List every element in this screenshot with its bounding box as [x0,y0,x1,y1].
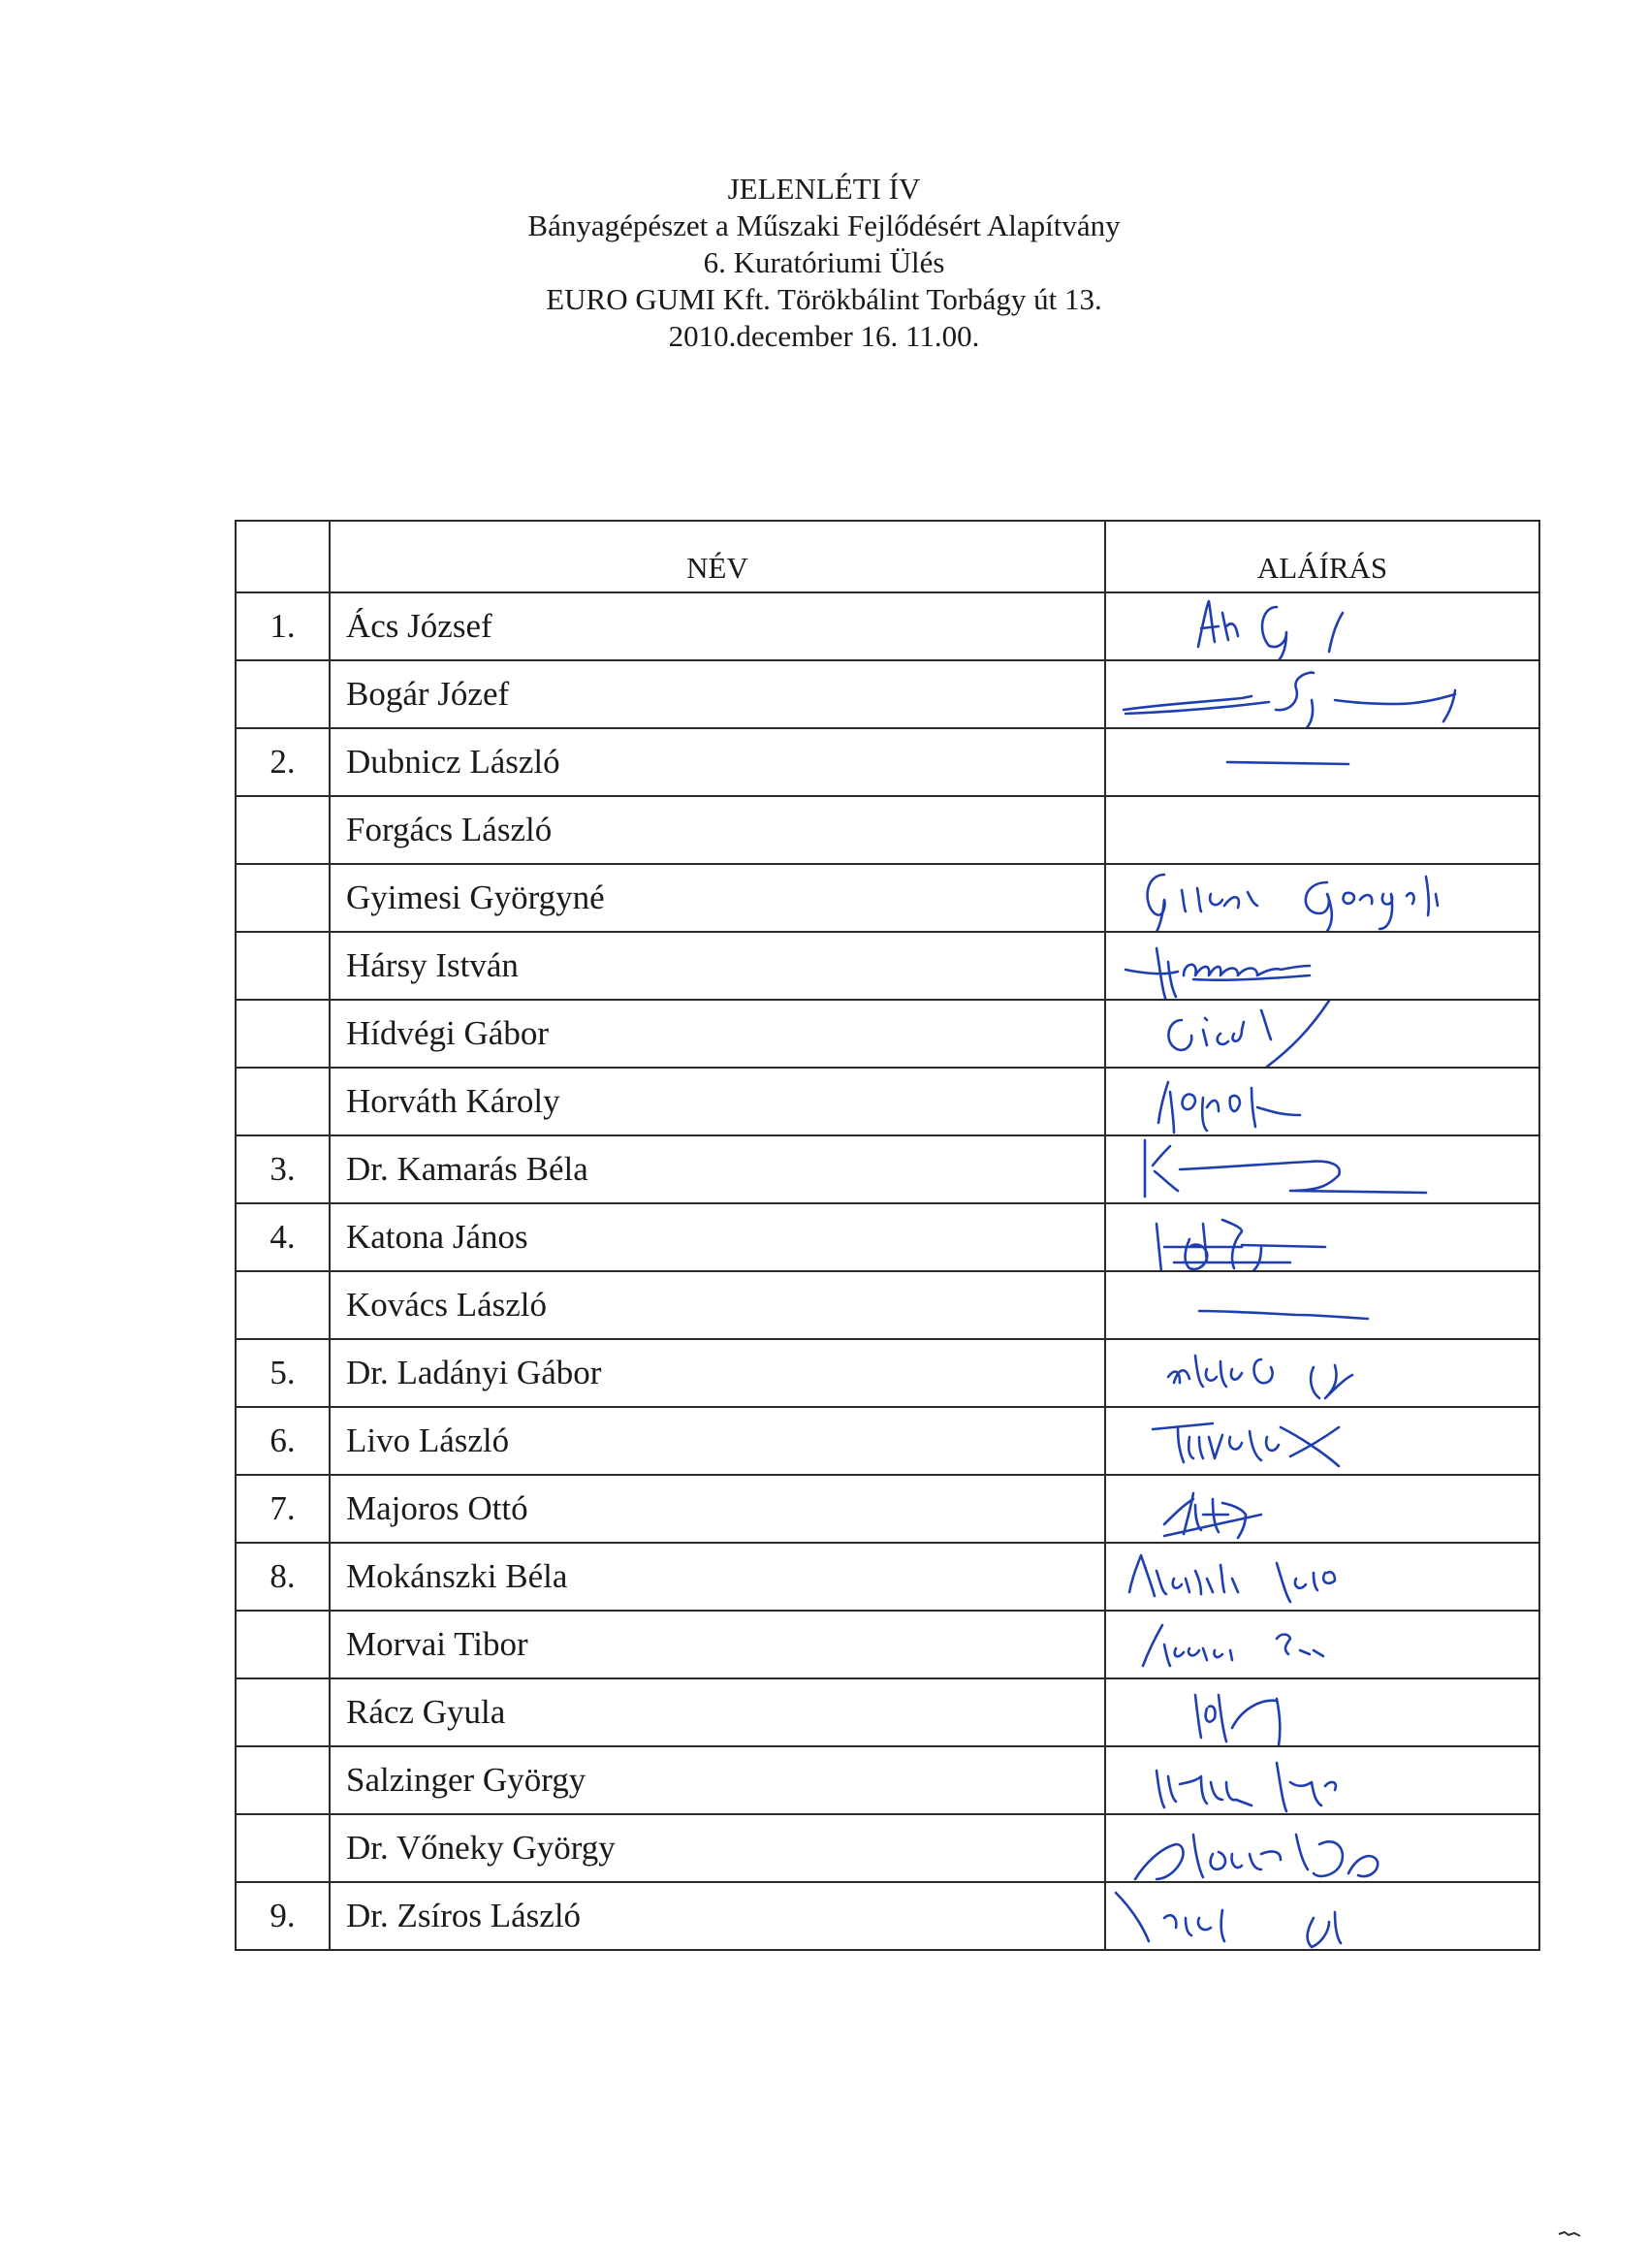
handwritten-signature [1106,933,1539,999]
signature-cell [1105,1271,1539,1339]
handwritten-signature [1106,661,1539,727]
signature-stroke [1116,1893,1341,1947]
handwritten-signature [1106,1001,1539,1067]
row-number: 5. [236,1339,330,1407]
attendee-name: Hídvégi Gábor [330,1000,1105,1068]
table-header-row [236,521,1539,592]
table-row [236,1000,1539,1068]
signature-stroke [1199,1311,1368,1319]
signature-cell [1105,932,1539,1000]
attendee-name: Ács József [330,592,1105,660]
row-number [236,1814,330,1882]
signature-stroke [1124,673,1455,728]
signature-cell [1105,1611,1539,1678]
signature-cell [1105,1135,1539,1203]
attendee-name: Bogár Józef [330,660,1105,728]
row-number [236,796,330,864]
table-row [236,1678,1539,1746]
row-number [236,932,330,1000]
row-number [236,1746,330,1814]
signature-stroke [1168,1001,1329,1067]
handwritten-signature [1106,1544,1539,1610]
table-row [236,1475,1539,1543]
table-row [236,1068,1539,1135]
table-row [236,1746,1539,1814]
signature-cell [1105,796,1539,864]
attendance-rows [236,592,1539,1950]
attendee-name: Livo László [330,1407,1105,1475]
attendee-name: Horváth Károly [330,1068,1105,1135]
handwritten-signature [1106,1883,1539,1949]
handwritten-signature [1106,1612,1539,1677]
document-header [0,171,1648,355]
table-row [236,796,1539,864]
row-number [236,864,330,932]
signature-stroke [1198,601,1343,660]
handwritten-signature [1106,1747,1539,1813]
table-row [236,1135,1539,1203]
row-number: 9. [236,1882,330,1950]
row-number: 7. [236,1475,330,1543]
row-number: 6. [236,1407,330,1475]
handwritten-signature [1106,1136,1539,1202]
attendance-table [235,520,1540,1951]
signature-cell [1105,1746,1539,1814]
signature-stroke [1158,1082,1300,1133]
handwritten-signature [1106,865,1539,931]
attendee-name: Dr. Ladányi Gábor [330,1339,1105,1407]
attendee-name: Hársy István [330,932,1105,1000]
signature-cell [1105,1407,1539,1475]
handwritten-signature [1106,1679,1539,1745]
signature-stroke [1157,1763,1336,1811]
table-row [236,1203,1539,1271]
row-number: 1. [236,592,330,660]
row-number: 4. [236,1203,330,1271]
row-number [236,1068,330,1135]
table-row [236,932,1539,1000]
attendee-name: Rácz Gyula [330,1678,1105,1746]
signature-stroke [1157,1220,1325,1271]
signature-cell [1105,592,1539,660]
handwritten-signature [1106,1204,1539,1270]
signature-stroke [1227,762,1348,764]
signature-stroke [1195,1695,1280,1745]
table-row [236,1611,1539,1678]
meeting-datetime: 2010.december 16. 11.00. [668,319,980,353]
signature-stroke [1143,1625,1323,1666]
attendee-name: Gyimesi Györgyné [330,864,1105,932]
signature-cell [1105,1678,1539,1746]
table-row [236,660,1539,728]
attendee-name: Forgács László [330,796,1105,864]
signature-stroke [1168,1356,1352,1398]
row-number [236,1611,330,1678]
row-number [236,1271,330,1339]
attendee-name: Kovács László [330,1271,1105,1339]
table-row [236,1543,1539,1611]
handwritten-signature [1106,1408,1539,1474]
signature-cell [1105,1814,1539,1882]
signature-cell [1105,660,1539,728]
signature-cell [1105,1339,1539,1407]
table-row [236,1882,1539,1950]
row-number: 8. [236,1543,330,1611]
signature-cell [1105,1543,1539,1611]
document-title: JELENLÉTI ÍV [727,172,921,206]
row-number [236,660,330,728]
signature-stroke [1129,1555,1335,1602]
handwritten-signature [1106,593,1539,659]
signature-cell [1105,728,1539,796]
handwritten-signature [1106,1272,1539,1338]
number-column-header [236,521,330,592]
attendee-name: Dr. Vőneky György [330,1814,1105,1882]
row-number [236,1678,330,1746]
attendee-name: Dubnicz László [330,728,1105,796]
signature-cell [1105,864,1539,932]
table-row [236,1814,1539,1882]
attendee-name: Salzinger György [330,1746,1105,1814]
table-row [236,592,1539,660]
organization-name: Bányagépészet a Műszaki Fejlődésért Alapítvány [527,208,1121,242]
signature-stroke [1153,1423,1339,1466]
attendee-name: Dr. Zsíros László [330,1882,1105,1950]
table-row [236,1407,1539,1475]
signature-cell [1105,1882,1539,1950]
meeting-location: EURO GUMI Kft. Törökbálint Torbágy út 13. [546,282,1102,316]
meeting-name: 6. Kuratóriumi Ülés [703,245,945,279]
handwritten-signature [1106,1476,1539,1542]
handwritten-signature [1106,1069,1539,1134]
table-row [236,728,1539,796]
signature-column-header: ALÁÍRÁS [1105,521,1539,592]
name-column-header: NÉV [330,521,1105,592]
handwritten-signature [1106,1815,1539,1881]
attendee-name: Morvai Tibor [330,1611,1105,1678]
table-row [236,1271,1539,1339]
row-number: 2. [236,728,330,796]
attendee-name: Mokánszki Béla [330,1543,1105,1611]
row-number [236,1000,330,1068]
signature-stroke [1145,1140,1426,1197]
signature-cell [1105,1203,1539,1271]
signature-cell [1105,1068,1539,1135]
signature-stroke [1148,875,1438,932]
table-row [236,1339,1539,1407]
signature-stroke [1135,1835,1378,1879]
attendee-name: Dr. Kamarás Béla [330,1135,1105,1203]
attendee-name: Katona János [330,1203,1105,1271]
handwritten-signature [1106,1340,1539,1406]
signature-cell [1105,1000,1539,1068]
signature-cell [1105,1475,1539,1543]
handwritten-signature [1106,729,1539,795]
row-number: 3. [236,1135,330,1203]
scan-speck-icon [1557,2230,1582,2238]
signature-stroke [1125,948,1310,1000]
signature-stroke [1164,1493,1261,1538]
attendee-name: Majoros Ottó [330,1475,1105,1543]
table-row [236,864,1539,932]
